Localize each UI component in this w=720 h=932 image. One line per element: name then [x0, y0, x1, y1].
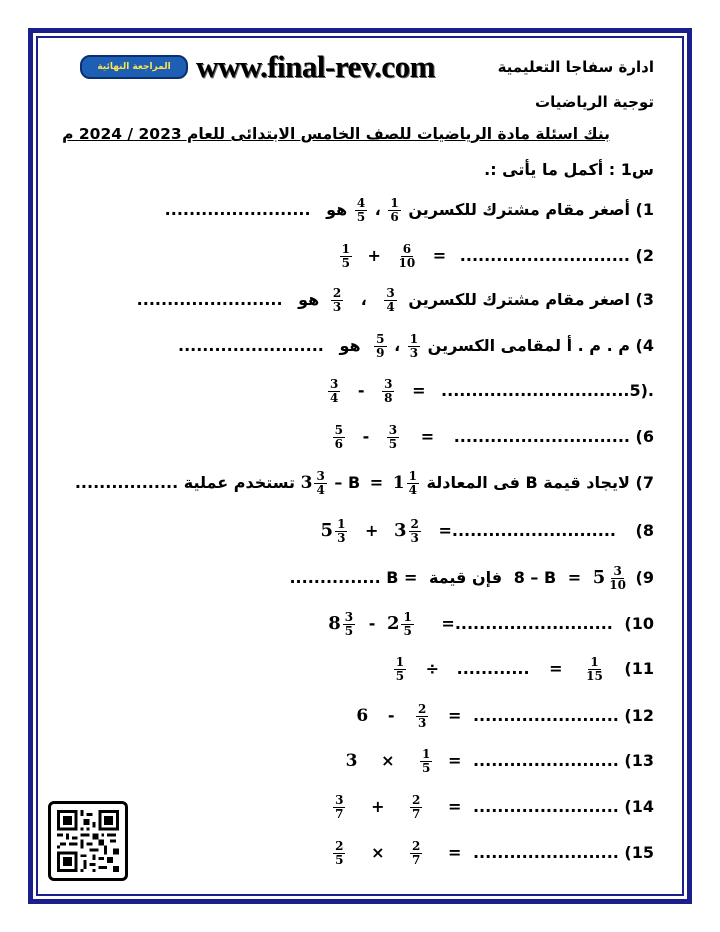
- q11-blank: ............: [456, 659, 530, 678]
- q2-blank: ............................: [459, 246, 630, 265]
- question-7: 7) لايجاد قيمة B فى المعادلة 3 $\frac{3}{4}$ – B = 1 $\frac{1}{4}$ تستخدم عملية .................: [74, 469, 654, 497]
- qr-code: [48, 801, 128, 881]
- question-12: 6 - $\frac{2}{3}$ = ........................ (12: [356, 702, 654, 730]
- q8-blank: =...........................: [438, 521, 616, 540]
- logo-text: المراجعة النهائية: [97, 62, 171, 72]
- question-9: 8 – B = 5 $\frac{3}{10}$ (9 فإن قيمة B = ...............: [289, 564, 654, 592]
- q1-blank: ........................: [164, 200, 311, 219]
- question-11: $\frac{1}{5}$ ÷ ............ = $\frac{1}{15}$ (11: [395, 655, 654, 683]
- q12-blank: ........................: [472, 706, 619, 725]
- q7-blank: .................: [74, 473, 179, 492]
- q5-blank: ...............................: [441, 381, 630, 400]
- question-14: $\frac{3}{7}$ + $\frac{2}{7}$ = ........................ (14: [335, 793, 654, 821]
- question-15: $\frac{2}{5}$ × $\frac{2}{7}$ = ........................ (15: [335, 839, 654, 867]
- q3-blank: ........................: [136, 290, 283, 309]
- question-8: 5 $\frac{1}{3}$ + 3 $\frac{2}{3}$ =........................... (8: [320, 517, 654, 545]
- q1-text: 1) أصغر مقام مشترك للكسرين: [408, 200, 654, 219]
- admin-name: ادارة سفاجا التعليمية: [497, 58, 654, 76]
- website-url: www.final-rev.com: [196, 49, 435, 84]
- question-10: 8 $\frac{3}{5}$ - 2 $\frac{1}{5}$ =.......................... (10: [328, 610, 654, 638]
- question-6: $\frac{5}{6}$ - $\frac{3}{5}$ = ............................. (6: [334, 423, 654, 451]
- q14-blank: ........................: [472, 797, 619, 816]
- department-name: توجية الرياضيات: [535, 93, 654, 111]
- page-title: بنك اسئلة مادة الرياضيات للصف الخامس الابتدائى للعام 2023 / 2024 م: [62, 125, 610, 143]
- question-4: 4) م . م . أ لمقامى الكسرين $\frac{1}{3}$ ، $\frac{5}{9}$ هو ........................: [177, 332, 654, 360]
- question-1: 1) أصغر مقام مشترك للكسرين $\frac{1}{6}$ ، $\frac{4}{5}$ هو ........................: [164, 196, 654, 224]
- q10-blank: =..........................: [441, 614, 613, 633]
- question-3: 3) اصغر مقام مشترك للكسرين $\frac{3}{4}$ ، $\frac{2}{3}$ هو ........................: [136, 286, 654, 314]
- q6-blank: .............................: [453, 427, 630, 446]
- question-5: $\frac{3}{4}$ - $\frac{3}{8}$ = ...............................5).: [329, 377, 654, 405]
- q9-blank: ...............: [289, 568, 381, 587]
- question-2: $\frac{1}{5}$ + $\frac{6}{10}$ = ............................ (2: [341, 242, 654, 270]
- q15-blank: ........................: [472, 843, 619, 862]
- q13-blank: ........................: [472, 751, 619, 770]
- q1-fraction-2: $\frac{4}{5}$: [356, 196, 366, 224]
- section-label: س1 : أكمل ما يأتى :.: [484, 160, 654, 179]
- question-13: 3 × $\frac{1}{5}$ = ........................ (13: [345, 747, 654, 775]
- q4-blank: ........................: [177, 336, 324, 355]
- q1-fraction-1: $\frac{1}{6}$: [390, 196, 399, 224]
- site-logo: [80, 55, 188, 79]
